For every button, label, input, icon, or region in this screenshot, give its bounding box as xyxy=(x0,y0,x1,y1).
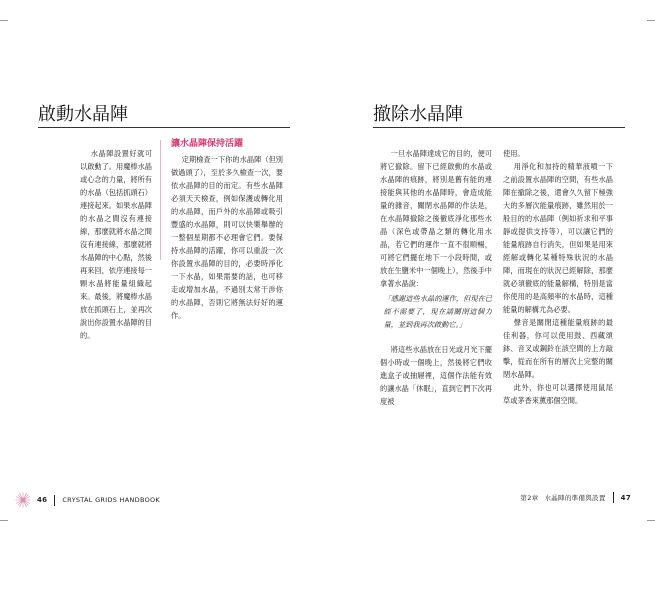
body-text: 水晶陣設置好就可以啟動了。用魔棒水晶或心念的力量，將所有的水晶（包括抓頭石）連接起來。如果水晶陣的水晶之間沒有連接線，那麼就將水晶之間沒有連接線，那麼就將水晶陣的中心點，然後再來回，依序連接每一顆水晶將能量組織起來。最後，將魔棒水晶放在抓頭石上，並再次說出你設置水晶陣的目的。 xyxy=(80,149,152,340)
body-text: 將這些水晶放在日光或月光下擺個小時或一個晚上，然後將它們收進盒子或抽屜裡，這個作法能有效的讓水晶「休眠」，直到它們下次再度被 xyxy=(380,345,492,406)
page-number: 46 xyxy=(37,496,48,504)
right-column-2 xyxy=(503,147,613,407)
body-text: 此外，你也可以選擇使用鼠尾草或茅香來薰那個空間。 xyxy=(503,383,613,405)
page-number: 47 xyxy=(620,493,631,502)
crop-mark xyxy=(647,20,655,21)
left-footer xyxy=(15,492,160,508)
left-heading: 啟動水晶陣 xyxy=(38,104,128,125)
right-page xyxy=(328,0,655,609)
left-page xyxy=(0,0,327,609)
sidebar-text: 定期檢查一下你的水晶陣（但別做過頭了），至於多久檢查一次，要依水晶陣的目的而定。有些水晶陣必須天天檢查，例如保護或轉化用的水晶陣，而戶外的水晶陣或吸引豐盛的水晶陣，則可以快樂舉辦的一整個星期都不必理會它們。要保持水晶陣的活躍，你可以重設一次你設置水晶陣的目的，必要時淨化一下水晶，如果需要的話，也可移走或增加水晶，不過別太常干涉你的水晶陣，否則它將無法好好的運作。 xyxy=(171,155,283,320)
chapter-label: 第2章 xyxy=(520,494,539,502)
body-text: 一旦水晶陣達成它的目的，便可將它撤除。留下已經啟動的水晶或水晶陣的痕跡，將別是舊有能的連接能與其他的水晶陣時，會造成能量的雜音，關閉水晶陣的作法是，在水晶陣撤除之後徹底淨化那些水晶（深色或帶晶之類的轉化用水晶，若它們的運作一直不很順暢，可將它們擺在地下一小段時間，或放在生鹽米中一個晚上），然後手中拿著水晶說： xyxy=(380,149,492,288)
sidebar-title: 讓水晶陣保持活躍 xyxy=(171,139,244,149)
left-column-1 xyxy=(80,147,152,342)
body-text: 使用。 xyxy=(503,149,525,158)
crop-mark xyxy=(0,520,8,521)
chapter-title: 水晶陣的準備與設置 xyxy=(544,494,606,502)
heading-rule xyxy=(373,127,625,128)
sidebar-box xyxy=(171,138,283,322)
heading-rule xyxy=(38,127,290,128)
footer-separator xyxy=(54,495,55,506)
column-divider xyxy=(160,140,161,260)
crop-mark xyxy=(0,20,8,21)
quote-text: 「感謝這些水晶的運作，但現在已經不需要了，現在請關閉這個力量，並到我再次啟動它。」 xyxy=(383,294,492,329)
mandala-icon xyxy=(15,492,31,508)
body-text: 用淨化和加持的精華液噴一下之前設置水晶陣的空間，有些水晶陣在撤除之後，還會久久留下極強大的多層次能量痕跡，雖然用於一般目的的水晶陣（例如祈求和平事靜或提供支持等），可以讓它們的能量痕跡自行消失，但如果是用來經解或轉化某種特殊狀況的水晶陣，而現在的狀況已經解除，那麼就必須徹底的能量解構，特別是當你使用的是高頻率的水晶時，這種能量的解構尤為必要。 xyxy=(503,162,613,314)
right-footer xyxy=(520,492,631,503)
footer-separator xyxy=(613,492,614,503)
crop-mark xyxy=(647,520,655,521)
right-heading: 撤除水晶陣 xyxy=(373,104,463,125)
book-title: CRYSTAL GRIDS HANDBOOK xyxy=(62,496,160,504)
right-column-1 xyxy=(380,147,492,408)
body-text: 聲音是關閉這種能量痕跡的最佳利器，你可以使用鼓、西藏頌鉢、音叉或鋼鈴在該空間的上方敲擊，從而在所有的層次上完整的關閉水晶陣。 xyxy=(503,318,613,379)
